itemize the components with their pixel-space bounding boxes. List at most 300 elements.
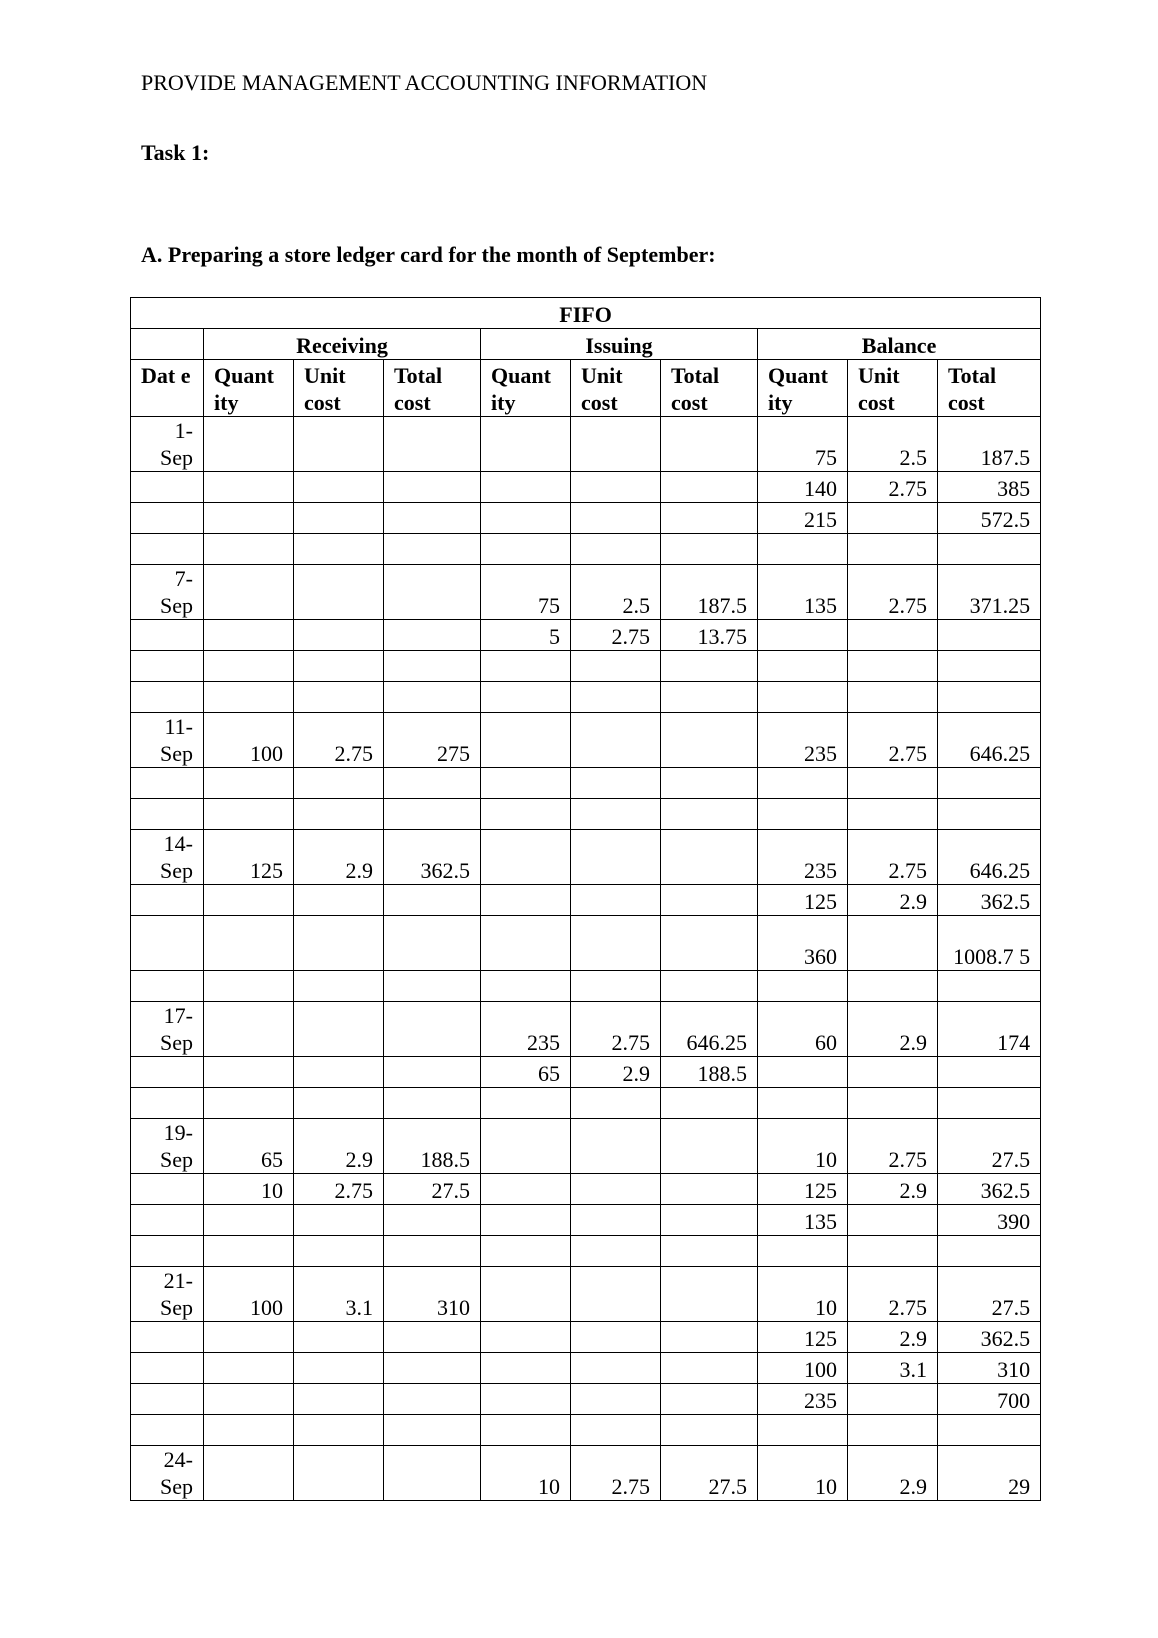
issuing-total-cost-cell <box>661 1205 758 1236</box>
balance-unit-cost-cell <box>848 534 938 565</box>
balance-quantity-cell: 215 <box>758 503 848 534</box>
issuing-unit-cost-cell <box>571 1267 661 1322</box>
balance-total-cost-cell <box>938 1415 1041 1446</box>
balance-total-cost-cell: 362.5 <box>938 1322 1041 1353</box>
table-row <box>131 916 1041 971</box>
store-ledger-table <box>130 297 1041 1501</box>
issuing-quantity-cell <box>481 916 571 971</box>
receiving-total-cost-cell <box>384 620 481 651</box>
balance-quantity-cell: 135 <box>758 1205 848 1236</box>
balance-unit-cost-cell <box>848 1205 938 1236</box>
receiving-quantity-cell <box>204 417 294 472</box>
issuing-quantity-cell <box>481 1088 571 1119</box>
balance-unit-cost-cell: 3.1 <box>848 1353 938 1384</box>
receiving-total-cost-cell <box>384 651 481 682</box>
issuing-quantity-cell <box>481 417 571 472</box>
receiving-unit-cost-cell <box>294 565 384 620</box>
issuing-unit-cost-cell <box>571 830 661 885</box>
col-date: Dat e <box>131 360 204 417</box>
issuing-unit-cost-cell <box>571 503 661 534</box>
issuing-total-cost-cell <box>661 1415 758 1446</box>
receiving-total-cost-cell <box>384 768 481 799</box>
balance-total-cost-cell <box>938 682 1041 713</box>
issuing-unit-cost-cell <box>571 1353 661 1384</box>
issuing-total-cost-cell <box>661 534 758 565</box>
receiving-quantity-cell <box>204 1205 294 1236</box>
issuing-unit-cost-cell <box>571 768 661 799</box>
receiving-quantity-cell: 100 <box>204 713 294 768</box>
issuing-total-cost-cell <box>661 1384 758 1415</box>
date-cell <box>131 1322 204 1353</box>
issuing-total-cost-cell <box>661 1236 758 1267</box>
receiving-total-cost-cell <box>384 1057 481 1088</box>
balance-unit-cost-cell: 2.9 <box>848 1322 938 1353</box>
balance-quantity-cell: 235 <box>758 830 848 885</box>
balance-unit-cost-cell <box>848 916 938 971</box>
table-row <box>131 1088 1041 1119</box>
balance-quantity-cell <box>758 682 848 713</box>
balance-unit-cost-cell: 2.5 <box>848 417 938 472</box>
col-issuing-quantity: Quant ity <box>481 360 571 417</box>
issuing-quantity-cell <box>481 1267 571 1322</box>
balance-unit-cost-cell <box>848 1057 938 1088</box>
receiving-unit-cost-cell <box>294 534 384 565</box>
receiving-unit-cost-cell <box>294 417 384 472</box>
receiving-unit-cost-cell <box>294 1384 384 1415</box>
balance-quantity-cell <box>758 1088 848 1119</box>
table-row <box>131 885 1041 916</box>
receiving-unit-cost-cell: 2.9 <box>294 1119 384 1174</box>
issuing-unit-cost-cell <box>571 1088 661 1119</box>
issuing-unit-cost-cell <box>571 916 661 971</box>
receiving-total-cost-cell <box>384 1415 481 1446</box>
table-row <box>131 830 1041 885</box>
date-cell <box>131 620 204 651</box>
issuing-unit-cost-cell: 2.75 <box>571 1002 661 1057</box>
table-row <box>131 1057 1041 1088</box>
receiving-total-cost-cell: 275 <box>384 713 481 768</box>
receiving-total-cost-cell: 188.5 <box>384 1119 481 1174</box>
issuing-quantity-cell <box>481 1322 571 1353</box>
issuing-total-cost-cell <box>661 1119 758 1174</box>
receiving-quantity-cell <box>204 971 294 1002</box>
issuing-quantity-cell <box>481 971 571 1002</box>
receiving-unit-cost-cell <box>294 1446 384 1501</box>
issuing-total-cost-cell <box>661 417 758 472</box>
balance-quantity-cell: 125 <box>758 1322 848 1353</box>
receiving-unit-cost-cell <box>294 916 384 971</box>
balance-quantity-cell: 125 <box>758 1174 848 1205</box>
issuing-total-cost-cell <box>661 885 758 916</box>
balance-unit-cost-cell: 2.75 <box>848 565 938 620</box>
balance-quantity-cell <box>758 651 848 682</box>
receiving-total-cost-cell <box>384 799 481 830</box>
date-cell: 19- Sep <box>131 1119 204 1174</box>
balance-total-cost-cell: 646.25 <box>938 830 1041 885</box>
receiving-unit-cost-cell <box>294 1322 384 1353</box>
issuing-total-cost-cell: 646.25 <box>661 1002 758 1057</box>
table-row <box>131 1353 1041 1384</box>
col-receiving-unit-cost: Unit cost <box>294 360 384 417</box>
receiving-quantity-cell <box>204 1002 294 1057</box>
receiving-quantity-cell: 10 <box>204 1174 294 1205</box>
balance-total-cost-cell: 29 <box>938 1446 1041 1501</box>
receiving-unit-cost-cell: 3.1 <box>294 1267 384 1322</box>
date-cell <box>131 1236 204 1267</box>
receiving-unit-cost-cell <box>294 1002 384 1057</box>
receiving-quantity-cell <box>204 1353 294 1384</box>
date-cell: 17- Sep <box>131 1002 204 1057</box>
table-row <box>131 1174 1041 1205</box>
balance-total-cost-cell: 362.5 <box>938 885 1041 916</box>
issuing-unit-cost-cell: 2.75 <box>571 1446 661 1501</box>
balance-total-cost-cell: 572.5 <box>938 503 1041 534</box>
receiving-total-cost-cell <box>384 971 481 1002</box>
balance-quantity-cell <box>758 1415 848 1446</box>
issuing-unit-cost-cell <box>571 1174 661 1205</box>
col-balance-unit-cost: Unit cost <box>848 360 938 417</box>
table-row <box>131 1236 1041 1267</box>
date-cell: 7- Sep <box>131 565 204 620</box>
date-cell <box>131 682 204 713</box>
balance-quantity-cell <box>758 768 848 799</box>
balance-quantity-cell: 235 <box>758 713 848 768</box>
issuing-quantity-cell <box>481 1236 571 1267</box>
table-row <box>131 565 1041 620</box>
balance-total-cost-cell: 700 <box>938 1384 1041 1415</box>
balance-total-cost-cell <box>938 1088 1041 1119</box>
issuing-unit-cost-cell <box>571 799 661 830</box>
receiving-quantity-cell <box>204 472 294 503</box>
table-row <box>131 768 1041 799</box>
balance-unit-cost-cell: 2.75 <box>848 472 938 503</box>
receiving-total-cost-cell <box>384 565 481 620</box>
date-cell <box>131 916 204 971</box>
receiving-quantity-cell <box>204 503 294 534</box>
issuing-unit-cost-cell <box>571 1236 661 1267</box>
group-spacer-cell <box>131 329 204 360</box>
date-cell <box>131 534 204 565</box>
balance-total-cost-cell <box>938 651 1041 682</box>
issuing-unit-cost-cell: 2.5 <box>571 565 661 620</box>
receiving-quantity-cell <box>204 682 294 713</box>
balance-unit-cost-cell <box>848 651 938 682</box>
issuing-unit-cost-cell <box>571 1322 661 1353</box>
issuing-total-cost-cell <box>661 768 758 799</box>
table-row <box>131 1119 1041 1174</box>
group-issuing: Issuing <box>481 329 758 360</box>
receiving-quantity-cell <box>204 534 294 565</box>
date-cell <box>131 1174 204 1205</box>
receiving-unit-cost-cell <box>294 1236 384 1267</box>
balance-unit-cost-cell <box>848 799 938 830</box>
issuing-total-cost-cell <box>661 472 758 503</box>
receiving-unit-cost-cell <box>294 472 384 503</box>
issuing-quantity-cell <box>481 830 571 885</box>
issuing-quantity-cell <box>481 682 571 713</box>
receiving-quantity-cell <box>204 1384 294 1415</box>
balance-quantity-cell: 10 <box>758 1119 848 1174</box>
balance-unit-cost-cell <box>848 1088 938 1119</box>
issuing-unit-cost-cell <box>571 885 661 916</box>
balance-total-cost-cell <box>938 1236 1041 1267</box>
balance-total-cost-cell: 187.5 <box>938 417 1041 472</box>
receiving-quantity-cell <box>204 1088 294 1119</box>
table-row <box>131 651 1041 682</box>
receiving-total-cost-cell: 27.5 <box>384 1174 481 1205</box>
balance-unit-cost-cell <box>848 768 938 799</box>
date-cell <box>131 1205 204 1236</box>
date-cell: 1- Sep <box>131 417 204 472</box>
date-cell: 11- Sep <box>131 713 204 768</box>
issuing-total-cost-cell <box>661 651 758 682</box>
balance-unit-cost-cell <box>848 1384 938 1415</box>
issuing-quantity-cell: 10 <box>481 1446 571 1501</box>
receiving-total-cost-cell: 310 <box>384 1267 481 1322</box>
balance-unit-cost-cell: 2.75 <box>848 1267 938 1322</box>
issuing-quantity-cell <box>481 799 571 830</box>
balance-quantity-cell <box>758 799 848 830</box>
balance-quantity-cell: 235 <box>758 1384 848 1415</box>
receiving-total-cost-cell: 362.5 <box>384 830 481 885</box>
group-header-row <box>131 329 1041 360</box>
balance-quantity-cell: 10 <box>758 1446 848 1501</box>
date-cell: 14- Sep <box>131 830 204 885</box>
receiving-total-cost-cell <box>384 682 481 713</box>
issuing-total-cost-cell: 13.75 <box>661 620 758 651</box>
issuing-quantity-cell <box>481 1415 571 1446</box>
issuing-total-cost-cell <box>661 713 758 768</box>
issuing-unit-cost-cell <box>571 472 661 503</box>
issuing-total-cost-cell <box>661 682 758 713</box>
receiving-quantity-cell: 125 <box>204 830 294 885</box>
balance-unit-cost-cell: 2.9 <box>848 1002 938 1057</box>
balance-unit-cost-cell: 2.75 <box>848 830 938 885</box>
balance-total-cost-cell: 385 <box>938 472 1041 503</box>
issuing-quantity-cell <box>481 1119 571 1174</box>
issuing-unit-cost-cell <box>571 1205 661 1236</box>
issuing-quantity-cell <box>481 503 571 534</box>
table-row <box>131 1002 1041 1057</box>
receiving-quantity-cell <box>204 651 294 682</box>
document-title: PROVIDE MANAGEMENT ACCOUNTING INFORMATION <box>141 70 708 95</box>
receiving-quantity-cell <box>204 1446 294 1501</box>
receiving-unit-cost-cell <box>294 971 384 1002</box>
balance-total-cost-cell <box>938 971 1041 1002</box>
receiving-quantity-cell <box>204 1322 294 1353</box>
issuing-quantity-cell <box>481 1205 571 1236</box>
balance-total-cost-cell: 27.5 <box>938 1267 1041 1322</box>
receiving-quantity-cell <box>204 799 294 830</box>
issuing-quantity-cell <box>481 713 571 768</box>
balance-total-cost-cell: 174 <box>938 1002 1041 1057</box>
receiving-unit-cost-cell <box>294 1205 384 1236</box>
balance-quantity-cell: 140 <box>758 472 848 503</box>
issuing-quantity-cell <box>481 885 571 916</box>
table-title-row <box>131 298 1041 329</box>
receiving-unit-cost-cell <box>294 1415 384 1446</box>
receiving-unit-cost-cell <box>294 885 384 916</box>
receiving-total-cost-cell <box>384 916 481 971</box>
table-row <box>131 503 1041 534</box>
balance-unit-cost-cell: 2.75 <box>848 1119 938 1174</box>
table-row <box>131 799 1041 830</box>
section-heading: A. Preparing a store ledger card for the month of September: <box>141 242 716 267</box>
receiving-quantity-cell <box>204 1415 294 1446</box>
issuing-unit-cost-cell <box>571 682 661 713</box>
issuing-quantity-cell <box>481 534 571 565</box>
receiving-quantity-cell <box>204 620 294 651</box>
balance-total-cost-cell <box>938 1057 1041 1088</box>
receiving-unit-cost-cell: 2.75 <box>294 713 384 768</box>
issuing-quantity-cell: 5 <box>481 620 571 651</box>
table-row <box>131 713 1041 768</box>
table-row <box>131 417 1041 472</box>
balance-quantity-cell: 10 <box>758 1267 848 1322</box>
date-cell <box>131 1088 204 1119</box>
issuing-total-cost-cell <box>661 1174 758 1205</box>
receiving-quantity-cell: 65 <box>204 1119 294 1174</box>
receiving-total-cost-cell <box>384 1002 481 1057</box>
receiving-total-cost-cell <box>384 1322 481 1353</box>
issuing-quantity-cell <box>481 1353 571 1384</box>
table-row <box>131 1267 1041 1322</box>
group-balance: Balance <box>758 329 1041 360</box>
balance-quantity-cell: 60 <box>758 1002 848 1057</box>
receiving-quantity-cell <box>204 1236 294 1267</box>
balance-unit-cost-cell: 2.75 <box>848 713 938 768</box>
receiving-unit-cost-cell: 2.9 <box>294 830 384 885</box>
issuing-total-cost-cell <box>661 799 758 830</box>
issuing-quantity-cell: 75 <box>481 565 571 620</box>
balance-total-cost-cell <box>938 620 1041 651</box>
table-row <box>131 1446 1041 1501</box>
balance-quantity-cell: 360 <box>758 916 848 971</box>
issuing-unit-cost-cell <box>571 971 661 1002</box>
issuing-quantity-cell <box>481 1384 571 1415</box>
receiving-unit-cost-cell <box>294 503 384 534</box>
issuing-unit-cost-cell <box>571 1415 661 1446</box>
table-row <box>131 971 1041 1002</box>
receiving-quantity-cell <box>204 885 294 916</box>
task-heading: Task 1: <box>141 140 210 165</box>
receiving-unit-cost-cell <box>294 1353 384 1384</box>
balance-total-cost-cell: 1008.7 5 <box>938 916 1041 971</box>
issuing-unit-cost-cell <box>571 534 661 565</box>
issuing-unit-cost-cell <box>571 651 661 682</box>
table-row <box>131 1322 1041 1353</box>
balance-quantity-cell <box>758 620 848 651</box>
receiving-total-cost-cell <box>384 1384 481 1415</box>
balance-quantity-cell <box>758 971 848 1002</box>
balance-unit-cost-cell <box>848 620 938 651</box>
date-cell: 24- Sep <box>131 1446 204 1501</box>
table-row <box>131 1415 1041 1446</box>
issuing-total-cost-cell <box>661 971 758 1002</box>
issuing-total-cost-cell: 188.5 <box>661 1057 758 1088</box>
issuing-total-cost-cell: 187.5 <box>661 565 758 620</box>
balance-total-cost-cell: 362.5 <box>938 1174 1041 1205</box>
receiving-total-cost-cell <box>384 885 481 916</box>
issuing-total-cost-cell <box>661 916 758 971</box>
balance-total-cost-cell: 390 <box>938 1205 1041 1236</box>
receiving-quantity-cell: 100 <box>204 1267 294 1322</box>
issuing-total-cost-cell <box>661 1353 758 1384</box>
balance-quantity-cell: 135 <box>758 565 848 620</box>
col-receiving-quantity: Quant ity <box>204 360 294 417</box>
date-cell <box>131 1415 204 1446</box>
balance-quantity-cell: 100 <box>758 1353 848 1384</box>
balance-unit-cost-cell <box>848 682 938 713</box>
table-title: FIFO <box>131 298 1041 329</box>
issuing-total-cost-cell <box>661 1267 758 1322</box>
receiving-unit-cost-cell <box>294 1057 384 1088</box>
issuing-total-cost-cell <box>661 1322 758 1353</box>
date-cell <box>131 971 204 1002</box>
issuing-quantity-cell: 235 <box>481 1002 571 1057</box>
balance-unit-cost-cell <box>848 1236 938 1267</box>
issuing-total-cost-cell <box>661 503 758 534</box>
table-row <box>131 620 1041 651</box>
balance-total-cost-cell: 371.25 <box>938 565 1041 620</box>
balance-total-cost-cell <box>938 799 1041 830</box>
group-receiving: Receiving <box>204 329 481 360</box>
balance-unit-cost-cell: 2.9 <box>848 1174 938 1205</box>
receiving-unit-cost-cell <box>294 651 384 682</box>
issuing-unit-cost-cell <box>571 713 661 768</box>
balance-total-cost-cell <box>938 768 1041 799</box>
receiving-total-cost-cell <box>384 417 481 472</box>
receiving-unit-cost-cell <box>294 768 384 799</box>
issuing-unit-cost-cell: 2.9 <box>571 1057 661 1088</box>
issuing-unit-cost-cell <box>571 417 661 472</box>
receiving-quantity-cell <box>204 768 294 799</box>
balance-unit-cost-cell <box>848 503 938 534</box>
balance-unit-cost-cell <box>848 1415 938 1446</box>
date-cell: 21- Sep <box>131 1267 204 1322</box>
col-balance-quantity: Quant ity <box>758 360 848 417</box>
date-cell <box>131 503 204 534</box>
issuing-unit-cost-cell: 2.75 <box>571 620 661 651</box>
receiving-total-cost-cell <box>384 1353 481 1384</box>
balance-total-cost-cell <box>938 534 1041 565</box>
balance-quantity-cell: 75 <box>758 417 848 472</box>
balance-quantity-cell <box>758 1236 848 1267</box>
issuing-quantity-cell <box>481 472 571 503</box>
date-cell <box>131 885 204 916</box>
table-row <box>131 1205 1041 1236</box>
issuing-total-cost-cell <box>661 830 758 885</box>
issuing-quantity-cell <box>481 1174 571 1205</box>
date-cell <box>131 1353 204 1384</box>
date-cell <box>131 768 204 799</box>
date-cell <box>131 1057 204 1088</box>
issuing-quantity-cell: 65 <box>481 1057 571 1088</box>
issuing-unit-cost-cell <box>571 1384 661 1415</box>
receiving-total-cost-cell <box>384 1205 481 1236</box>
receiving-total-cost-cell <box>384 1088 481 1119</box>
balance-unit-cost-cell: 2.9 <box>848 885 938 916</box>
receiving-total-cost-cell <box>384 503 481 534</box>
balance-total-cost-cell: 646.25 <box>938 713 1041 768</box>
receiving-unit-cost-cell <box>294 1088 384 1119</box>
balance-unit-cost-cell <box>848 971 938 1002</box>
date-cell <box>131 799 204 830</box>
table-row <box>131 534 1041 565</box>
receiving-total-cost-cell <box>384 1236 481 1267</box>
receiving-total-cost-cell <box>384 472 481 503</box>
receiving-total-cost-cell <box>384 1446 481 1501</box>
